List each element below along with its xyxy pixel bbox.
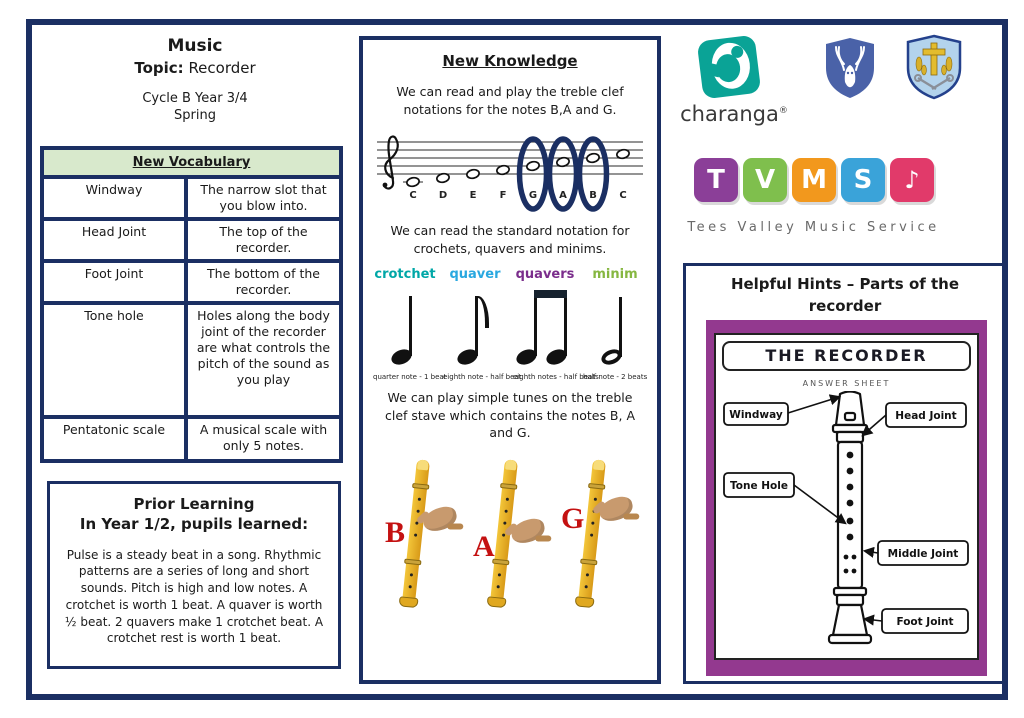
minim-glyph <box>585 286 645 370</box>
recorder-fingering-b <box>387 456 457 616</box>
note-name: quavers <box>515 267 575 282</box>
term-line: Spring <box>174 108 216 123</box>
note-figure-quaver <box>443 267 522 381</box>
school-crest-stag-icon <box>822 36 878 100</box>
staff-svg <box>369 126 651 214</box>
vocab-row <box>42 177 341 219</box>
note-caption: eighth note - half beat <box>443 373 522 381</box>
new-knowledge-title: New Knowledge <box>442 52 578 70</box>
vocabulary-title: New Vocabulary <box>44 150 339 175</box>
note-letter: A <box>473 529 495 563</box>
quavers-glyph <box>515 286 575 370</box>
prior-learning-title: Prior Learning <box>133 495 255 513</box>
tvms-letter-t: T <box>694 158 738 202</box>
tvms-letter-s: S <box>841 158 885 202</box>
note-name: quaver <box>449 267 501 282</box>
topic-label: Topic: <box>134 59 184 77</box>
hand-image <box>597 494 635 524</box>
label-head-joint: Head Joint <box>895 410 957 422</box>
vocab-row <box>42 261 341 303</box>
vocab-definition: Holes along the body joint of the recorder are what controls the pitch of the sound as you play <box>188 305 339 415</box>
vocab-definition: The top of the recorder. <box>188 221 339 259</box>
vocab-term: Head Joint <box>44 221 184 259</box>
recorder-fingering-a <box>475 456 545 616</box>
page-title <box>60 36 330 123</box>
vocab-row <box>42 219 341 261</box>
new-knowledge-point-2: We can read the standard notation for crochets, quavers and minims. <box>390 223 630 256</box>
new-knowledge-box <box>359 36 661 684</box>
recorder-image <box>402 459 430 604</box>
staff-note-c <box>406 177 420 188</box>
new-knowledge-point-3: We can play simple tunes on the treble clef stave which contains the notes B, A and G. <box>384 390 636 440</box>
crotchet-glyph <box>375 286 435 370</box>
helpful-hints-title: Helpful Hints – Parts of the recorder <box>730 275 960 315</box>
tvms-caption: Tees Valley Music Service <box>687 220 940 235</box>
charanga-logo-text: charanga® <box>680 102 788 126</box>
vocab-term: Foot Joint <box>44 263 184 301</box>
staff-letter: D <box>438 190 448 201</box>
quaver-glyph <box>445 286 505 370</box>
helpful-hints-box <box>683 263 1007 684</box>
staff-letter: C <box>619 190 627 201</box>
note-name: crotchet <box>374 267 436 282</box>
treble-clef-staff-image <box>363 126 657 218</box>
label-foot-joint: Foot Joint <box>896 616 954 628</box>
note-letter: B <box>385 515 406 549</box>
cycle-line: Cycle B Year 3/4 <box>142 91 248 106</box>
prior-learning-box <box>47 481 341 669</box>
topic-value: Recorder <box>188 59 256 77</box>
tvms-note-icon: ♪ <box>890 158 934 202</box>
answer-sheet <box>714 333 979 660</box>
vocab-term: Tone hole <box>44 305 184 415</box>
staff-letter: C <box>409 190 417 201</box>
topic-line <box>60 59 330 77</box>
staff-note-g <box>526 161 540 172</box>
recorder-diagram <box>715 391 976 656</box>
school-crest-cross-icon <box>904 34 964 100</box>
staff-note-e <box>466 169 480 180</box>
registered-mark: ® <box>778 106 788 116</box>
label-windway: Windway <box>729 409 783 421</box>
label-tone-hole: Tone Hole <box>730 480 788 492</box>
vocabulary-rows <box>42 177 341 461</box>
vocab-term: Windway <box>44 179 184 217</box>
recorder-fingering-g <box>563 456 633 616</box>
staff-letter: B <box>589 190 597 201</box>
vocab-definition: The narrow slot that you blow into. <box>188 179 339 217</box>
staff-note-b <box>586 153 600 164</box>
staff-letter: F <box>499 190 507 201</box>
recorder-parts-card <box>706 320 987 676</box>
note-figure-minim <box>583 267 647 381</box>
vocab-definition: The bottom of the recorder. <box>188 263 339 301</box>
note-letter: G <box>561 501 585 535</box>
note-figure-crotchet <box>373 267 447 381</box>
vocab-row <box>42 303 341 417</box>
note-figure-quavers <box>513 267 599 381</box>
staff-letter: A <box>559 190 567 201</box>
prior-learning-subtitle: In Year 1/2, pupils learned: <box>79 515 309 534</box>
tvms-logo <box>694 158 934 202</box>
charanga-logo-icon <box>697 35 762 100</box>
recorder-fingering-images <box>363 456 657 616</box>
note-caption: eighth notes - half beats <box>513 373 599 381</box>
hand-image <box>509 516 547 546</box>
note-values-image <box>363 267 657 381</box>
staff-letter: G <box>528 190 538 201</box>
note-caption: quarter note - 1 beat <box>373 373 447 381</box>
tvms-letter-v: V <box>743 158 787 202</box>
vocabulary-table <box>40 146 343 463</box>
note-name: minim <box>592 267 638 282</box>
subject-title: Music <box>167 36 223 56</box>
card-subtitle: ANSWER SHEET <box>802 379 891 388</box>
vocab-row <box>42 417 341 461</box>
vocab-definition: A musical scale with only 5 notes. <box>188 419 339 459</box>
card-title: THE RECORDER <box>722 341 971 371</box>
tvms-letter-m: M <box>792 158 836 202</box>
label-middle-joint: Middle Joint <box>887 548 959 560</box>
prior-learning-body: Pulse is a steady beat in a song. Rhythmic patterns are a series of long and short sounds. Pitch is high and low notes. A crotchet is worth 1 beat. A quaver is worth ½ beat. 2 quavers make 1 crotchet beat. A crotchet rest is worth 1 beat. <box>64 547 324 646</box>
hand-image <box>421 504 459 534</box>
vocab-term: Pentatonic scale <box>44 419 184 459</box>
new-knowledge-point-1: We can read and play the treble clef notations for the notes B,A and G. <box>396 84 624 117</box>
staff-letter: E <box>469 190 477 201</box>
note-caption: half note - 2 beats <box>583 373 648 381</box>
